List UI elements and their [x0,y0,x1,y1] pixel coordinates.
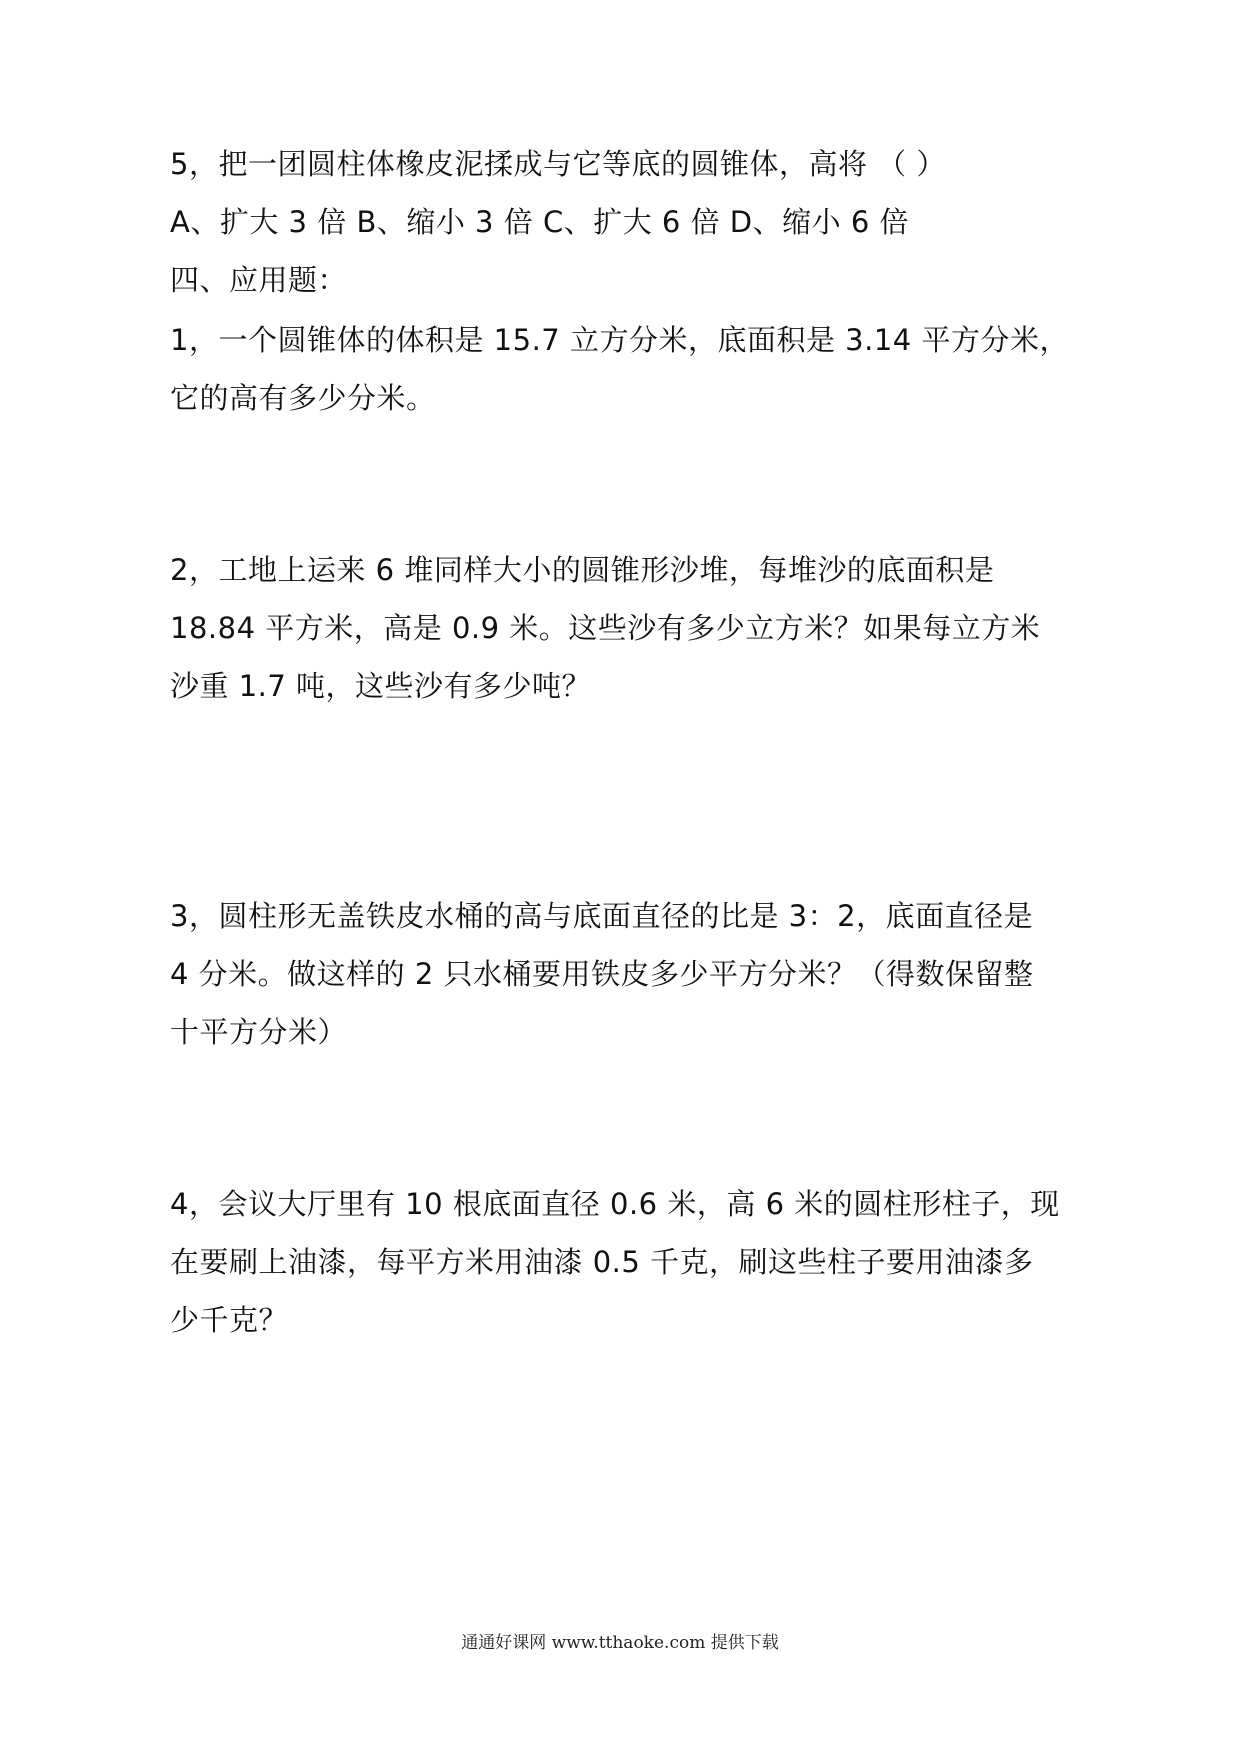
problem-1-line-1: 1，一个圆锥体的体积是 15.7 立方分米，底面积是 3.14 平方分米， [170,323,1069,357]
problem-3-line-1: 3，圆柱形无盖铁皮水桶的高与底面直径的比是 3：2，底面直径是 [170,899,1034,933]
problem-2-line-3: 沙重 1.7 吨，这些沙有多少吨？ [170,669,592,703]
question-5-options: A、扩大 3 倍 B、缩小 3 倍 C、扩大 6 倍 D、缩小 6 倍 [170,205,910,239]
problem-3-line-2: 4 分米。做这样的 2 只水桶要用铁皮多少平方分米？（得数保留整 [170,957,1034,991]
problem-2-line-1: 2，工地上运来 6 堆同样大小的圆锥形沙堆，每堆沙的底面积是 [170,553,995,587]
problem-3-line-3: 十平方分米） [170,1015,348,1049]
problem-4-line-3: 少千克？ [170,1303,289,1337]
question-5-stem: 5，把一团圆柱体橡皮泥揉成与它等底的圆锥体，高将 （ ） [170,147,946,181]
problem-2-line-2: 18.84 平方米，高是 0.9 米。这些沙有多少立方米？如果每立方米 [170,611,1041,645]
problem-4-line-1: 4，会议大厅里有 10 根底面直径 0.6 米，高 6 米的圆柱形柱子，现 [170,1187,1060,1221]
section-heading: 四、应用题： [170,263,348,297]
problem-4-line-2: 在要刷上油漆，每平方米用油漆 0.5 千克，刷这些柱子要用油漆多 [170,1245,1034,1279]
footer-source: 通通好课网 www.tthaoke.com 提供下载 [461,1633,779,1653]
problem-1-line-2: 它的高有多少分米。 [170,381,436,415]
